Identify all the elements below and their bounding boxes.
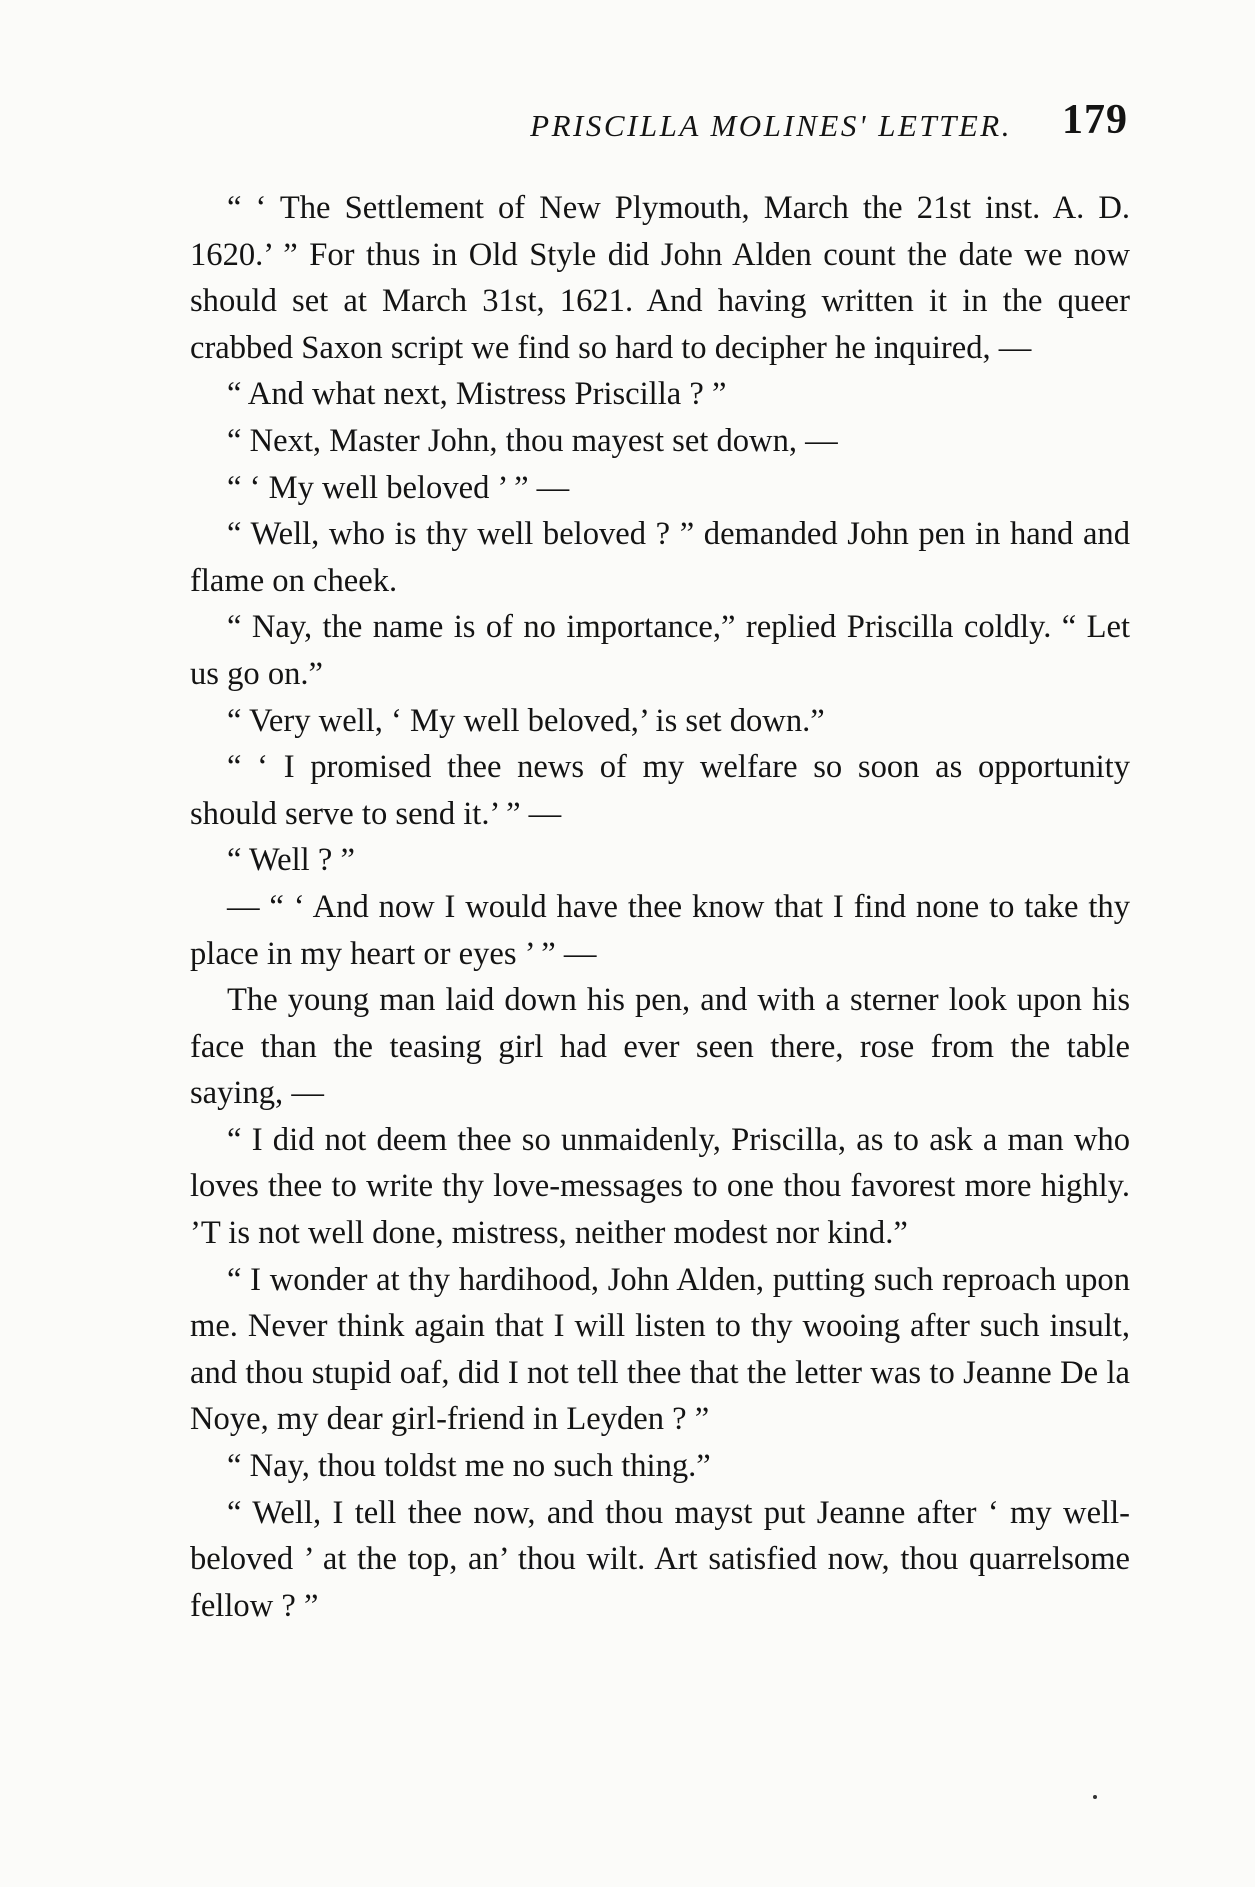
paragraph: “ Well, who is thy well beloved ? ” demanded John pen in hand and flame on cheek. xyxy=(190,516,1130,599)
paragraph: “ Well ? ” xyxy=(227,842,355,879)
paragraph: “ Well, I tell thee now, and thou mayst put Jeanne after ‘ my well-beloved ’ at the top, an’ thou wilt. Art satisfied now, thou quarrelsome fellow ? ” xyxy=(190,1494,1130,1624)
paragraph: “ Nay, thou toldst me no such thing.” xyxy=(227,1448,711,1485)
paragraph: “ ‘ I promised thee news of my welfare so soon as opportunity should serve to send it.’ ” — xyxy=(190,749,1130,832)
paragraph: “ Next, Master John, thou mayest set down, — xyxy=(227,422,838,459)
running-head xyxy=(190,94,1130,154)
paragraph: “ Nay, the name is of no importance,” replied Priscilla coldly. “ Let us go on.” xyxy=(190,609,1130,692)
running-title: PRISCILLA MOLINES' LETTER. xyxy=(530,108,1012,143)
paragraph: — “ ‘ And now I would have thee know that I find none to take thy place in my heart or eyes ’ ” — xyxy=(190,888,1130,972)
paragraph: The young man laid down his pen, and with a sterner look upon his face than the teasing girl had ever seen there, rose from the table saying, — xyxy=(190,982,1130,1112)
paragraph: “ I wonder at thy hardihood, John Alden, putting such reproach upon me. Never think again that I will listen to thy wooing after such insult, and thou stupid oaf, did I not tell thee that the letter was to Jeanne De la Noye, my dear girl-friend in Leyden ? ” xyxy=(190,1261,1130,1438)
paragraph: “ I did not deem thee so unmaidenly, Priscilla, as to ask a man who loves thee to write thy love-messages to one thou favorest more highly. ’T is not well done, mistress, neither modest nor kind.” xyxy=(190,1121,1130,1252)
page-number: 179 xyxy=(1062,97,1128,143)
paragraph: “ ‘ The Settlement of New Plymouth, March the 21st inst. A. D. 1620.’ ” For thus in Old Style did John Alden count the date we now should set at March 31st, 1621. And having written it in the queer crabbed Saxon script we find so hard to decipher he inquired, — xyxy=(190,190,1130,366)
paragraph: “ ‘ My well beloved ’ ” — xyxy=(227,469,570,506)
paragraph: “ And what next, Mistress Priscilla ? ” xyxy=(227,376,727,413)
ink-speck xyxy=(1093,1795,1097,1799)
paragraph: “ Very well, ‘ My well beloved,’ is set down.” xyxy=(227,702,825,739)
body-text xyxy=(190,185,1130,1629)
